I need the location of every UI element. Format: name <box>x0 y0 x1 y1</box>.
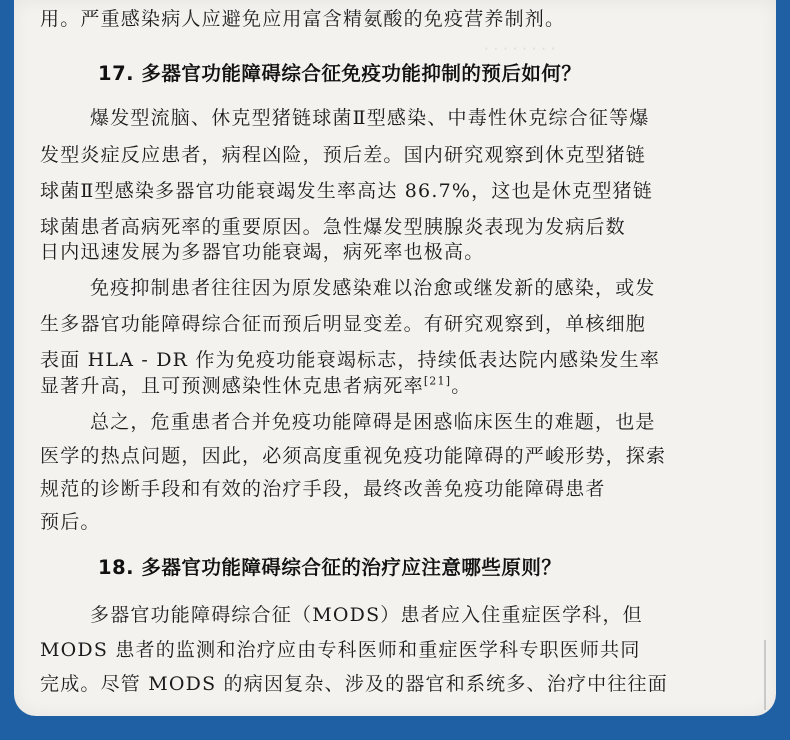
question-18-heading: 18. 多器官功能障碍综合征的治疗应注意哪些原则？ <box>98 556 562 579</box>
text-line <box>40 371 471 398</box>
book-page <box>14 0 776 716</box>
text-span: 显著升高，且可预测感染性休克患者病死率 <box>40 375 424 397</box>
text-line: MODS 患者的监测和治疗应由专科医师和重症医学科专职医师共同 <box>40 639 641 661</box>
text-line: 免疫抑制患者往往因为原发感染难以治愈或继发新的感染，或发 <box>90 277 656 299</box>
citation: [21] <box>423 374 452 388</box>
text-line: 生多器官功能障碍综合征而预后明显变差。有研究观察到，单核细胞 <box>40 313 647 335</box>
show-through-text: · · · · · · · · <box>484 40 556 58</box>
text-line: 预后。 <box>40 511 101 533</box>
text-line: 日内迅速发展为多器官功能衰竭，病死率也极高。 <box>40 241 485 263</box>
text-line: 表面 HLA - DR 作为免疫功能衰竭标志，持续低表达院内感染发生率 <box>40 349 661 371</box>
text-line: 多器官功能障碍综合征（MODS）患者应入住重症医学科，但 <box>90 604 643 626</box>
text-line: 完成。尽管 MODS 的病因复杂、涉及的器官和系统多、治疗中往往面 <box>40 673 668 695</box>
text-line: 用。严重感染病人应避免应用富含精氨酸的免疫营养制剂。 <box>40 8 566 30</box>
question-17-heading: 17. 多器官功能障碍综合征免疫功能抑制的预后如何？ <box>98 62 582 85</box>
text-line: 球菌患者高病死率的重要原因。急性爆发型胰腺炎表现为发病后数 <box>40 216 626 238</box>
text-line: 爆发型流脑、休克型猪链球菌Ⅱ型感染、中毒性休克综合征等爆 <box>90 107 650 129</box>
text-span: 。 <box>451 375 472 397</box>
text-line: 总之，危重患者合并免疫功能障碍是困惑临床医生的难题，也是 <box>90 411 656 433</box>
page-edge-divider <box>764 640 766 710</box>
text-line: 球菌Ⅱ型感染多器官功能衰竭发生率高达 86.7%，这也是休克型猪链 <box>40 180 653 202</box>
text-line: 发型炎症反应患者，病程凶险，预后差。国内研究观察到休克型猪链 <box>40 144 647 166</box>
text-line: 医学的热点问题，因此，必须高度重视免疫功能障碍的严峻形势，探索 <box>40 445 667 467</box>
text-line: 规范的诊断手段和有效的治疗手段，最终改善免疫功能障碍患者 <box>40 478 606 500</box>
